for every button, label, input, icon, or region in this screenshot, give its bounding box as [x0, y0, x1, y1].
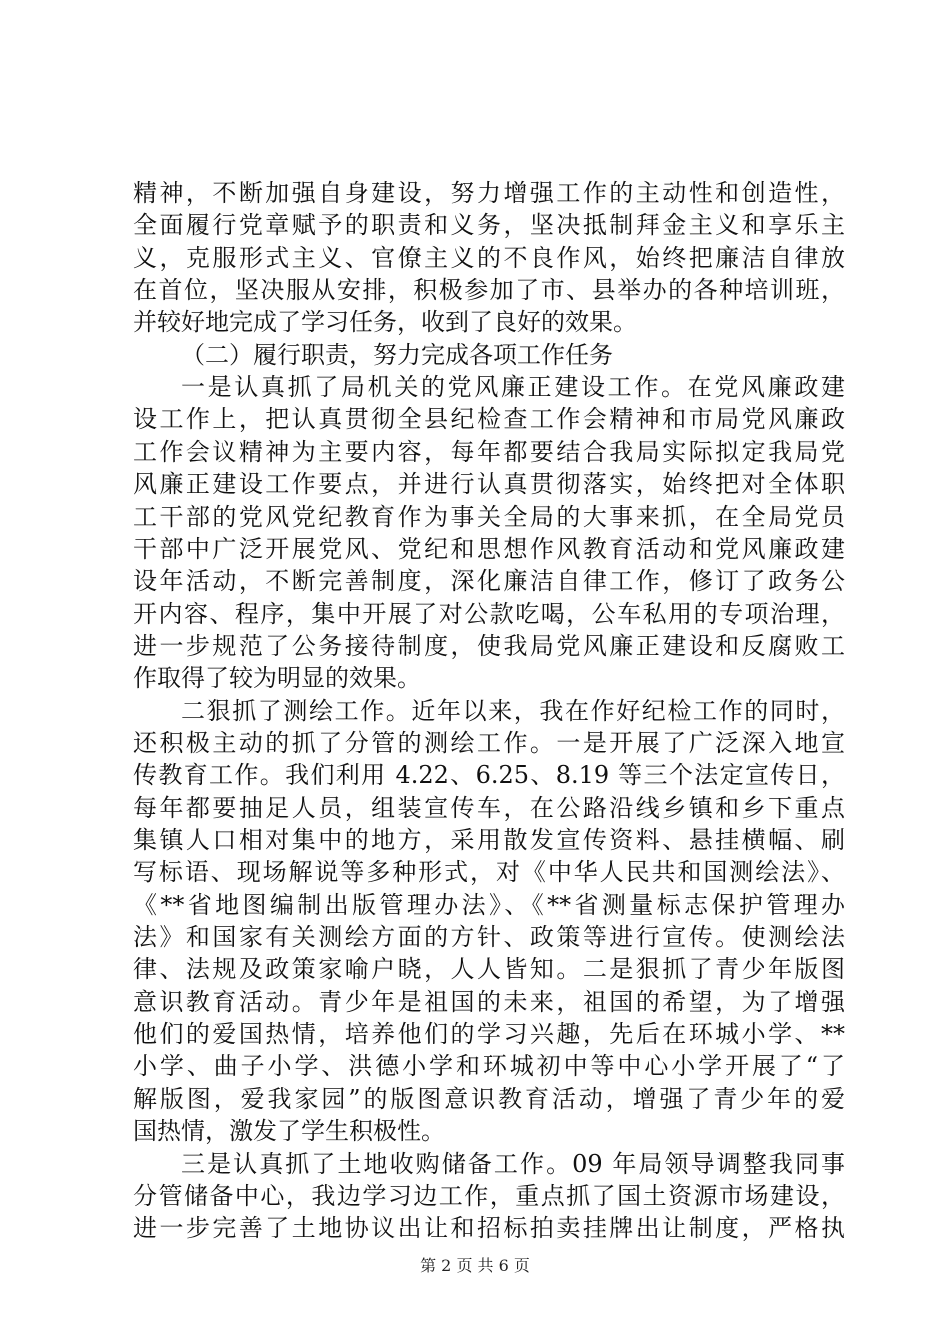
page-footer: 第 2 页 共 6 页 [420, 1256, 530, 1275]
text-line: 他们的爱国热情，培养他们的学习兴趣，先后在环城小学、** [133, 1020, 845, 1049]
text-line: 意识教育活动。青少年是祖国的未来，祖国的希望，为了增强 [133, 987, 845, 1016]
text-line: 还积极主动的抓了分管的测绘工作。一是开展了广泛深入地宣 [133, 728, 845, 757]
text-line: 作取得了较为明显的效果。 [133, 664, 421, 693]
text-line: 解版图，爱我家园”的版图意识教育活动，增强了青少年的爱 [133, 1084, 845, 1113]
text-line: 并较好地完成了学习任务，收到了良好的效果。 [133, 308, 637, 337]
text-line: 干部中广泛开展党风、党纪和思想作风教育活动和党风廉政建 [133, 534, 845, 563]
text-line: 三是认真抓了土地收购储备工作。09 年局领导调整我同事 [181, 1149, 845, 1178]
text-line: 义，克服形式主义、官僚主义的不良作风，始终把廉洁自律放 [133, 243, 845, 272]
text-line: 写标语、现场解说等多种形式，对《中华人民共和国测绘法》、 [133, 858, 845, 887]
text-line: 精神，不断加强自身建设，努力增强工作的主动性和创造性， [133, 179, 845, 207]
text-line: 集镇人口相对集中的地方，采用散发宣传资料、悬挂横幅、刷 [133, 826, 845, 854]
text-line: 在首位，坚决服从安排，积极参加了市、县举办的各种培训班， [133, 276, 845, 305]
text-line: 设工作上，把认真贯彻全县纪检查工作会精神和市局党风廉政 [133, 405, 845, 434]
text-line: （二）履行职责，努力完成各项工作任务 [181, 340, 613, 369]
text-line: 开内容、程序，集中开展了对公款吃喝，公车私用的专项治理， [133, 599, 845, 628]
text-line: 法》和国家有关测绘方面的方针、政策等进行宣传。使测绘法 [133, 923, 845, 952]
text-line: 工作会议精神为主要内容，每年都要结合我局实际拟定我局党 [133, 437, 845, 466]
text-line: 风廉正建设工作要点，并进行认真贯彻落实，始终把对全体职 [133, 470, 845, 499]
text-line: 进一步完善了土地协议出让和招标拍卖挂牌出让制度，严格执 [133, 1214, 845, 1243]
text-line: 全面履行党章赋予的职责和义务，坚决抵制拜金主义和享乐主 [133, 211, 845, 240]
text-line: 工干部的党风党纪教育作为事关全局的大事来抓，在全局党员 [133, 502, 845, 531]
text-line: 律、法规及政策家喻户晓，人人皆知。二是狠抓了青少年版图 [133, 955, 845, 984]
text-line: 设年活动，不断完善制度，深化廉洁自律工作，修订了政务公 [133, 567, 845, 596]
text-line: 二狠抓了测绘工作。近年以来，我在作好纪检工作的同时， [181, 696, 845, 725]
text-line: 分管储备中心，我边学习边工作，重点抓了国土资源市场建设， [133, 1181, 845, 1210]
text-line: 传教育工作。我们利用 4.22、6.25、8.19 等三个法定宣传日， [133, 761, 845, 790]
text-line: 小学、曲子小学、洪德小学和环城初中等中心小学开展了“了 [133, 1052, 845, 1081]
text-line: 一是认真抓了局机关的党风廉正建设工作。在党风廉政建 [181, 373, 845, 402]
text-line: 进一步规范了公务接待制度，使我局党风廉正建设和反腐败工 [133, 631, 845, 660]
text-line: 每年都要抽足人员，组装宣传车，在公路沿线乡镇和乡下重点 [133, 793, 845, 822]
text-line: 《**省地图编制出版管理办法》、《**省测量标志保护管理办 [133, 890, 845, 919]
text-line: 国热情，激发了学生积极性。 [133, 1117, 445, 1146]
